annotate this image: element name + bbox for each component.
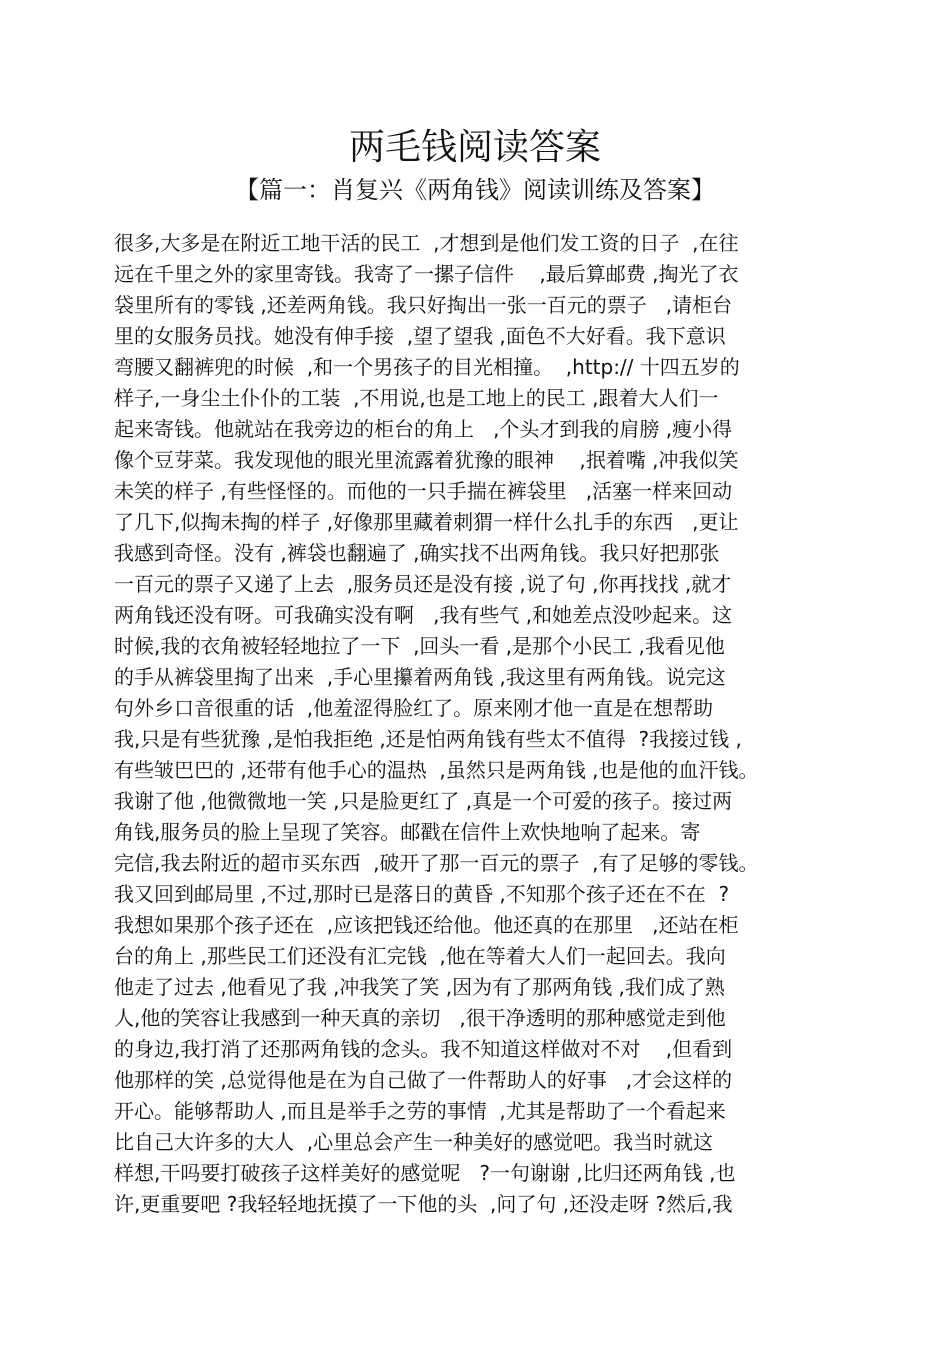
body-line: 袋里所有的零钱 ,还差两角钱。我只好掏出一张一百元的票子 ,请柜台 <box>114 293 733 317</box>
document-body <box>114 228 824 1220</box>
body-line: 许,更重要吧 ?我轻轻地抚摸了一下他的头 ,问了句 ,还没走呀 ?然后,我 <box>114 1192 733 1216</box>
body-line: 他走了过去 ,他看见了我 ,冲我笑了笑 ,因为有了那两角钱 ,我们成了熟 <box>114 975 725 999</box>
body-line: 样子,一身尘土仆仆的工装 ,不用说,也是工地上的民工 ,跟着大人们一 <box>114 386 719 410</box>
body-line: 里的女服务员找。她没有伸手接 ,望了望我 ,面色不大好看。我下意识 <box>114 324 726 348</box>
body-line: 的手从裤袋里掏了出来 ,手心里攥着两角钱 ,我这里有两角钱。说完这 <box>114 665 726 689</box>
body-line: 我感到奇怪。没有 ,裤袋也翻遍了 ,确实找不出两角钱。我只好把那张 <box>114 541 720 565</box>
body-line: 未笑的样子 ,有些怪怪的。而他的一只手揣在裤袋里 ,活塞一样来回动 <box>114 479 733 503</box>
body-line: 开心。能够帮助人 ,而且是举手之劳的事情 ,尤其是帮助了一个看起来 <box>114 1099 726 1123</box>
body-line: 了几下,似掏未掏的样子 ,好像那里藏着刺猬一样什么扎手的东西 ,更让 <box>114 510 739 534</box>
body-line: 完信,我去附近的超市买东西 ,破开了那一百元的票子 ,有了足够的零钱。 <box>114 851 759 875</box>
body-line: 的身边,我打消了还那两角钱的念头。我不知道这样做对不对 ,但看到 <box>114 1037 733 1061</box>
body-line: 角钱,服务员的脸上呈现了笑容。邮戳在信件上欢快地响了起来。寄 <box>114 820 701 844</box>
body-line: 像个豆芽菜。我发现他的眼光里流露着犹豫的眼神 ,抿着嘴 ,冲我似笑 <box>114 448 739 472</box>
body-line: 我又回到邮局里 ,不过,那时已是落日的黄昏 ,不知那个孩子还在不在 ? <box>114 882 730 906</box>
body-line: 很多,大多是在附近工地干活的民工 ,才想到是他们发工资的日子 ,在往 <box>114 231 739 255</box>
body-line: 我想如果那个孩子还在 ,应该把钱还给他。他还真的在那里 ,还站在柜 <box>114 913 739 937</box>
body-line: 我谢了他 ,他微微地一笑 ,只是脸更红了 ,真是一个可爱的孩子。接过两 <box>114 789 733 813</box>
body-line: 起来寄钱。他就站在我旁边的柜台的角上 ,个头才到我的肩膀 ,瘦小得 <box>114 417 733 441</box>
body-line: 台的角上 ,那些民工们还没有汇完钱 ,他在等着大人们一起回去。我向 <box>114 944 726 968</box>
body-line: 两角钱还没有呀。可我确实没有啊 ,我有些气 ,和她差点没吵起来。这 <box>114 603 733 627</box>
body-line: 我,只是有些犹豫 ,是怕我拒绝 ,还是怕两角钱有些太不值得 ?我接过钱 , <box>114 727 742 751</box>
body-line: 有些皱巴巴的 ,还带有他手心的温热 ,虽然只是两角钱 ,也是他的血汗钱。 <box>114 758 759 782</box>
document-subtitle: 【篇一：肖复兴《两角钱》阅读训练及答案】 <box>235 176 715 204</box>
document-title: 两毛钱阅读答案 <box>348 127 601 168</box>
body-line: 句外乡口音很重的话 ,他羞涩得脸红了。原来刚才他一直是在想帮助 <box>114 696 714 720</box>
body-line: 一百元的票子又递了上去 ,服务员还是没有接 ,说了句 ,你再找找 ,就才 <box>114 572 732 596</box>
body-line: 远在千里之外的家里寄钱。我寄了一摞子信件 ,最后算邮费 ,掏光了衣 <box>114 262 739 286</box>
body-line: 时候,我的衣角被轻轻地拉了一下 ,回头一看 ,是那个小民工 ,我看见他 <box>114 634 725 658</box>
body-line: 样想,干吗要打破孩子这样美好的感觉呢 ?一句谢谢 ,比归还两角钱 ,也 <box>114 1161 736 1185</box>
body-line: 弯腰又翻裤兜的时候 ,和一个男孩子的目光相撞。 ,http:// 十四五岁的 <box>114 355 740 379</box>
body-line: 比自己大许多的大人 ,心里总会产生一种美好的感觉吧。我当时就这 <box>114 1130 714 1154</box>
body-line: 人,他的笑容让我感到一种天真的亲切 ,很干净透明的那种感觉走到他 <box>114 1006 726 1030</box>
body-line: 他那样的笑 ,总觉得他是在为自己做了一件帮助人的好事 ,才会这样的 <box>114 1068 733 1092</box>
